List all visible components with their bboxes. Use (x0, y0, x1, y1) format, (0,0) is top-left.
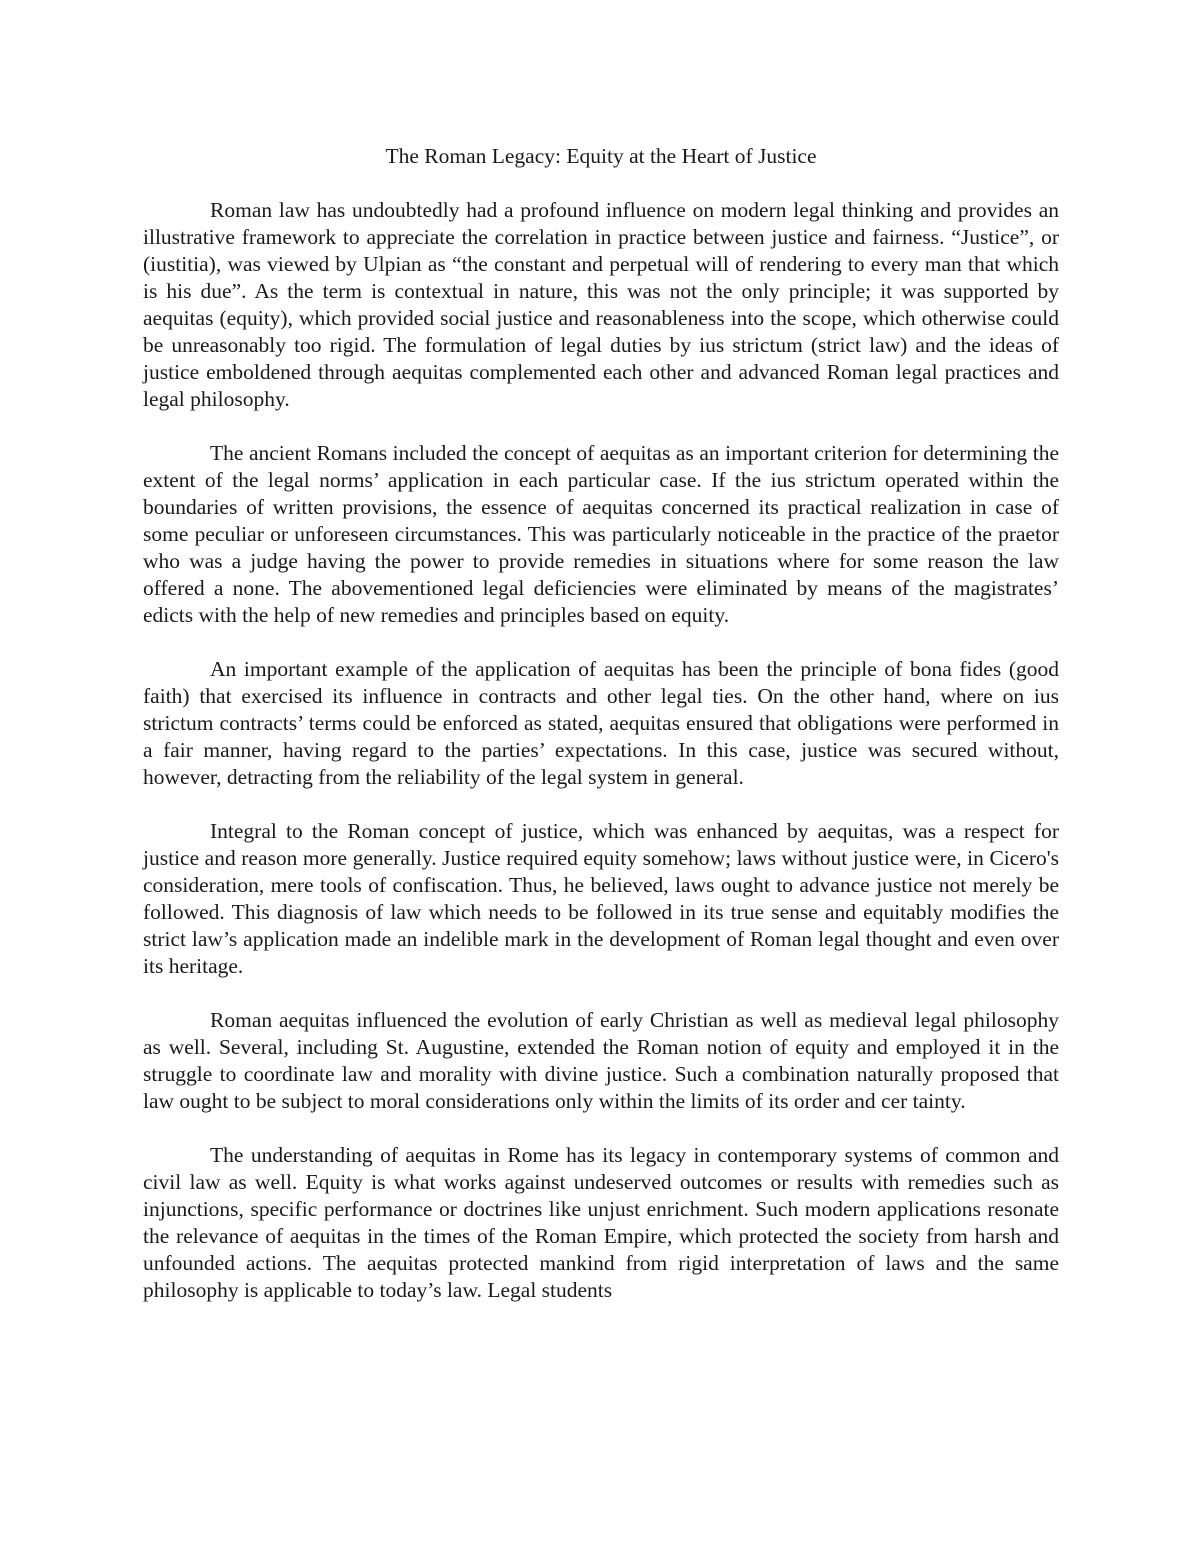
paragraph-contemporary-legacy: The understanding of aequitas in Rome has its legacy in contemporary systems of common and civil law as well. Equity is what works against undeserved outcomes or results with remedies such as injunctions, specific performance or doctrines like unjust enrichment. Such modern applications resonate the relevance of aequitas in the times of the Roman Empire, which protected the society from harsh and unfounded actions. The aequitas protected mankind from rigid interpretation of laws and the same philosophy is applicable to today’s law. Legal students (143, 1143, 1059, 1302)
paragraph-christian-philosophy: Roman aequitas influenced the evolution of early Christian as well as medieval legal philosophy as well. Several, including St. Augustine, extended the Roman notion of equity and employed it in the struggle to coordinate law and morality with divine justice. Such a combination naturally proposed that law ought to be subject to moral considerations only within the limits of its order and cer tainty. (143, 1008, 1059, 1113)
paragraph-roman-law-influence: Roman law has undoubtedly had a profound influence on modern legal thinking and provides an illustrative framework to appreciate the correlation in practice between justice and fairness. “Justice”, or (iustitia), was viewed by Ulpian as “the constant and perpetual will of rendering to every man that which is his due”. As the term is contextual in nature, this was not the only principle; it was supported by aequitas (equity), which provided social justice and reasonableness into the scope, which otherwise could be unreasonably too rigid. The formulation of legal duties by ius strictum (strict law) and the ideas of justice emboldened through aequitas complemented each other and advanced Roman legal practices and legal philosophy. (143, 198, 1059, 411)
paragraph-aequitas-criterion: The ancient Romans included the concept of aequitas as an important criterion for determining the extent of the legal norms’ application in each particular case. If the ius strictum operated within the boundaries of written provisions, the essence of aequitas concerned its practical realization in case of some peculiar or unforeseen circumstances. This was particularly noticeable in the practice of the praetor who was a judge having the power to provide remedies in situations where for some reason the law offered a none. The abovementioned legal deficiencies were eliminated by means of the magistrates’ edicts with the help of new remedies and principles based on equity. (143, 441, 1059, 627)
document-body (143, 143, 1059, 1304)
document-title: The Roman Legacy: Equity at the Heart of Justice (385, 144, 817, 168)
paragraph-bona-fides: An important example of the application of aequitas has been the principle of bona fides (good faith) that exercised its influence in contracts and other legal ties. On the other hand, where on ius strictum contracts’ terms could be enforced as stated, aequitas ensured that obligations were performed in a fair manner, having regard to the parties’ expectations. In this case, justice was secured without, however, detracting from the reliability of the legal system in general. (143, 657, 1059, 789)
paragraph-cicero-justice: Integral to the Roman concept of justice, which was enhanced by aequitas, was a respect for justice and reason more generally. Justice required equity somehow; laws without justice were, in Cicero's consideration, mere tools of confiscation. Thus, he believed, laws ought to advance justice not merely be followed. This diagnosis of law which needs to be followed in its true sense and equitably modifies the strict law’s application made an indelible mark in the development of Roman legal thought and even over its heritage. (143, 819, 1059, 978)
